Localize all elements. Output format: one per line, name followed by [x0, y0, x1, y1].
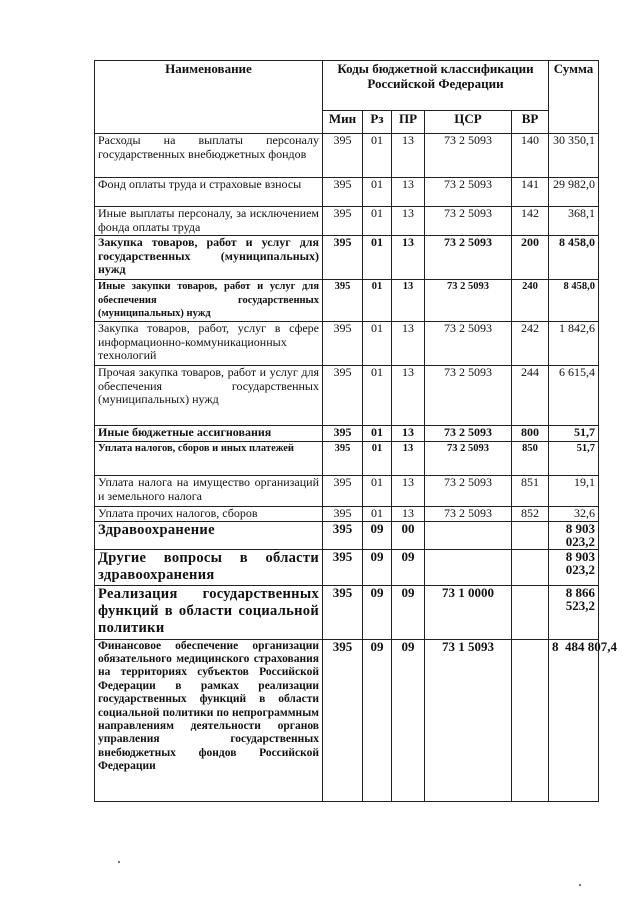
scan-speck	[118, 861, 120, 863]
row-csr: 73 2 5093	[425, 280, 512, 322]
row-min: 395	[323, 134, 363, 178]
row-pr: 13	[392, 207, 425, 236]
header-csr: ЦСР	[425, 111, 512, 134]
row-vr: 142	[512, 207, 549, 236]
row-name: Расходы на выплаты персоналу государственных внебюджетных фондов	[95, 134, 323, 178]
row-name: Уплата прочих налогов, сборов	[95, 507, 323, 522]
row-min: 395	[323, 639, 363, 801]
row-vr	[512, 639, 549, 801]
row-pr: 13	[392, 134, 425, 178]
table-row	[95, 507, 599, 522]
row-name: Фонд оплаты труда и страховые взносы	[95, 178, 323, 207]
row-sum: 368,1	[549, 207, 599, 236]
row-rz: 09	[363, 639, 392, 801]
table-row	[95, 178, 599, 207]
row-name: Закупка товаров, работ, услуг в сфере информационно-коммуникационных технологий	[95, 322, 323, 366]
row-sum: 8 866 523,2	[549, 585, 599, 639]
table-row	[95, 442, 599, 476]
row-sum: 1 842,6	[549, 322, 599, 366]
row-csr: 73 2 5093	[425, 134, 512, 178]
row-pr: 13	[392, 442, 425, 476]
table-row	[95, 585, 599, 639]
row-csr: 73 2 5093	[425, 507, 512, 522]
row-pr: 13	[392, 236, 425, 280]
row-vr: 852	[512, 507, 549, 522]
row-vr: 200	[512, 236, 549, 280]
header-rz: Рз	[363, 111, 392, 134]
row-csr: 73 1 0000	[425, 585, 512, 639]
row-vr: 242	[512, 322, 549, 366]
row-name: Здравоохранение	[95, 521, 323, 549]
row-csr: 73 2 5093	[425, 366, 512, 426]
table-row	[95, 366, 599, 426]
row-pr: 13	[392, 476, 425, 507]
row-csr	[425, 521, 512, 549]
row-name: Прочая закупка товаров, работ и услуг для обеспечения государственных (муниципальных) нужд	[95, 366, 323, 426]
row-pr: 09	[392, 585, 425, 639]
row-min: 395	[323, 366, 363, 426]
row-vr	[512, 521, 549, 549]
row-sum: 8 458,0	[549, 236, 599, 280]
row-vr: 141	[512, 178, 549, 207]
row-sum: 30 350,1	[549, 134, 599, 178]
row-rz: 01	[363, 322, 392, 366]
row-csr: 73 2 5093	[425, 476, 512, 507]
row-name: Уплата налогов, сборов и иных платежей	[95, 442, 323, 476]
row-sum: 51,7	[549, 442, 599, 476]
row-csr: 73 2 5093	[425, 236, 512, 280]
row-sum: 32,6	[549, 507, 599, 522]
header-pr: ПР	[392, 111, 425, 134]
row-rz: 01	[363, 236, 392, 280]
row-sum: 29 982,0	[549, 178, 599, 207]
row-vr: 140	[512, 134, 549, 178]
row-min: 395	[323, 236, 363, 280]
row-min: 395	[323, 549, 363, 585]
row-min: 395	[323, 521, 363, 549]
row-vr: 851	[512, 476, 549, 507]
row-sum: 8 903 023,2	[549, 521, 599, 549]
row-name: Иные бюджетные ассигнования	[95, 426, 323, 442]
row-rz: 01	[363, 366, 392, 426]
table-row	[95, 639, 599, 801]
row-min: 395	[323, 322, 363, 366]
row-pr: 13	[392, 366, 425, 426]
table-row	[95, 549, 599, 585]
row-sum: 8 903 023,2	[549, 549, 599, 585]
row-min: 395	[323, 507, 363, 522]
row-rz: 09	[363, 521, 392, 549]
row-pr: 13	[392, 426, 425, 442]
row-min: 395	[323, 426, 363, 442]
table-row	[95, 207, 599, 236]
header-sum: Сумма	[549, 61, 599, 134]
row-sum: 6 615,4	[549, 366, 599, 426]
row-rz: 01	[363, 134, 392, 178]
row-min: 395	[323, 442, 363, 476]
row-pr: 13	[392, 178, 425, 207]
row-name: Закупка товаров, работ и услуг для государственных (муниципальных) нужд	[95, 236, 323, 280]
row-name: Иные выплаты персоналу, за исключением фонда оплаты труда	[95, 207, 323, 236]
scan-speck	[579, 884, 581, 886]
row-sum: 51,7	[549, 426, 599, 442]
header-row	[95, 61, 599, 111]
row-min: 395	[323, 280, 363, 322]
header-name: Наименование	[95, 61, 323, 134]
row-csr: 73 2 5093	[425, 442, 512, 476]
row-min: 395	[323, 178, 363, 207]
row-rz: 09	[363, 549, 392, 585]
row-pr: 13	[392, 507, 425, 522]
row-sum: 8 484 807,4	[549, 639, 599, 801]
header-min: Мин	[323, 111, 363, 134]
row-rz: 01	[363, 207, 392, 236]
row-rz: 01	[363, 280, 392, 322]
table-row	[95, 476, 599, 507]
row-rz: 01	[363, 426, 392, 442]
row-csr: 73 2 5093	[425, 426, 512, 442]
row-vr: 240	[512, 280, 549, 322]
row-pr: 00	[392, 521, 425, 549]
table-row	[95, 134, 599, 178]
row-name: Финансовое обеспечение организации обязательного медицинского страхования на территориях субъектов Российской Федерации в рамках реализации государственных функций в области социальной политики по непрограммным направлениям деятельности органов управления государственных внебюджетных фондов Российской Федерации	[95, 639, 323, 801]
row-name: Иные закупки товаров, работ и услуг для обеспечения государственных (муниципальных) нужд	[95, 280, 323, 322]
row-min: 395	[323, 207, 363, 236]
row-csr: 73 2 5093	[425, 322, 512, 366]
row-rz: 01	[363, 178, 392, 207]
row-vr	[512, 549, 549, 585]
row-vr	[512, 585, 549, 639]
header-codes: Коды бюджетной классификации Российской Федерации	[323, 61, 549, 111]
row-rz: 01	[363, 442, 392, 476]
table-row	[95, 521, 599, 549]
row-csr: 73 2 5093	[425, 178, 512, 207]
row-sum: 19,1	[549, 476, 599, 507]
row-min: 395	[323, 476, 363, 507]
row-pr: 09	[392, 549, 425, 585]
row-csr: 73 2 5093	[425, 207, 512, 236]
row-csr: 73 1 5093	[425, 639, 512, 801]
table-row	[95, 426, 599, 442]
row-rz: 09	[363, 585, 392, 639]
row-pr: 13	[392, 322, 425, 366]
row-vr: 850	[512, 442, 549, 476]
row-vr: 244	[512, 366, 549, 426]
row-sum: 8 458,0	[549, 280, 599, 322]
row-name: Другие вопросы в области здравоохранения	[95, 549, 323, 585]
budget-table	[94, 60, 617, 802]
table-row	[95, 322, 599, 366]
row-rz: 01	[363, 507, 392, 522]
row-pr: 09	[392, 639, 425, 801]
row-name: Реализация государственных функций в области социальной политики	[95, 585, 323, 639]
table-row	[95, 280, 599, 322]
row-csr	[425, 549, 512, 585]
row-min: 395	[323, 585, 363, 639]
row-vr: 800	[512, 426, 549, 442]
row-name: Уплата налога на имущество организаций и земельного налога	[95, 476, 323, 507]
row-pr: 13	[392, 280, 425, 322]
header-vr: ВР	[512, 111, 549, 134]
row-rz: 01	[363, 476, 392, 507]
table-row	[95, 236, 599, 280]
